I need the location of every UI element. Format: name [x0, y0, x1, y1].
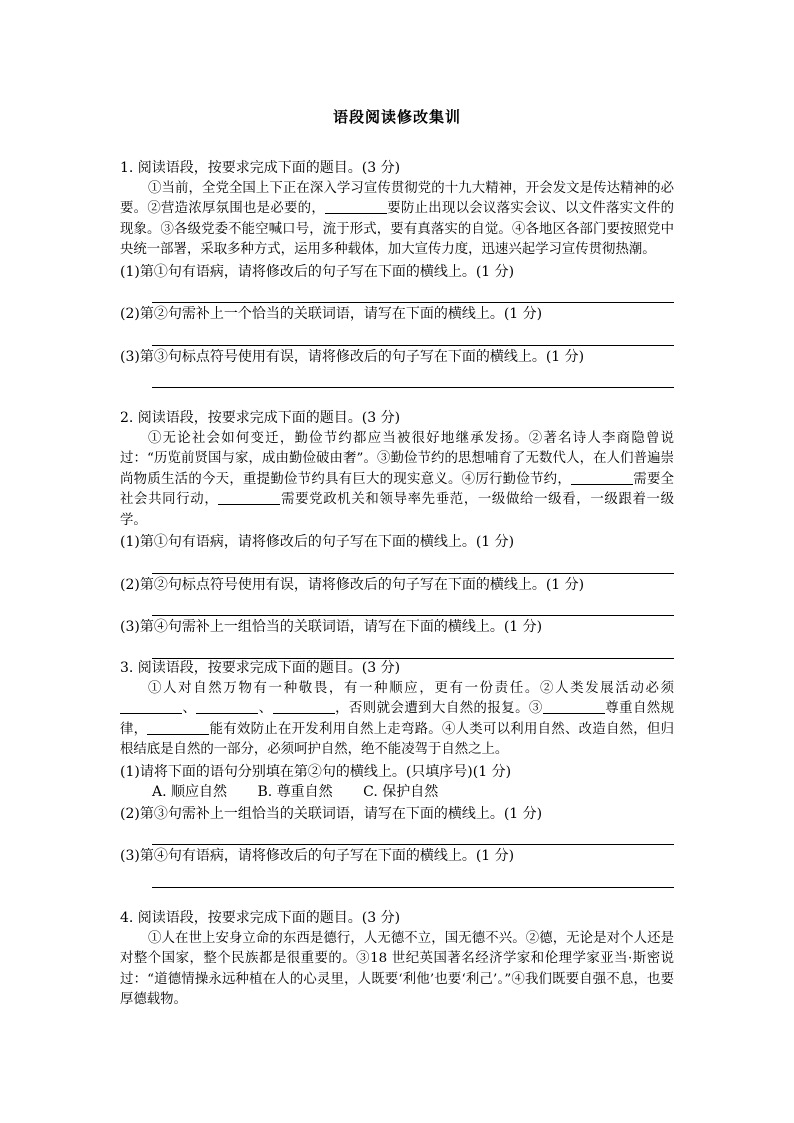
question-1 [120, 158, 674, 388]
page-title: 语段阅读修改集训 [332, 108, 461, 126]
answer-line[interactable] [152, 867, 674, 888]
question-2-passage [120, 429, 674, 532]
answer-line[interactable] [152, 553, 674, 574]
passage-text: ①无论社会如何变迁，勤俭节约都应当被很好地继承发扬。②著名诗人李商隐曾说过：“历览前贤国与家，成由勤俭破由奢”。③勤俭节约的思想哺育了无数代人，在人们普遍崇尚物质生活的今天，重提勤俭节约具有巨大的现实意义。④厉行勤俭节约， [120, 430, 674, 487]
question-2-sub-3: (3)第④句需补上一组恰当的关联词语，请写在下面的横线上。(1 分) [120, 619, 543, 635]
fill-blank[interactable] [571, 470, 633, 485]
fill-blank[interactable] [325, 199, 387, 214]
fill-blank[interactable] [147, 720, 209, 735]
question-2-sub-1: (1)第①句有语病，请将修改后的句子写在下面的横线上。(1 分) [120, 534, 515, 550]
question-1-heading: 1. 阅读语段，按要求完成下面的题目。(3 分) [120, 160, 401, 176]
answer-line[interactable] [152, 325, 674, 346]
fill-blank[interactable] [273, 699, 335, 714]
question-1-sub-1: (1)第①句有语病，请将修改后的句子写在下面的横线上。(1 分) [120, 263, 515, 280]
passage-text: ①当前，全党全国上下正在深入学习宣传贯彻党的十九大精神，开会发文是传达精神的必要。②营造浓厚氛围也是必要的， [120, 180, 674, 216]
option-c: C. 保护自然 [363, 784, 439, 800]
fill-blank[interactable] [543, 699, 605, 714]
answer-line[interactable] [152, 282, 674, 303]
question-2-sub-2: (2)第②句标点符号使用有误，请将修改后的句子写在下面的横线上。(1 分) [120, 576, 585, 593]
fill-blank[interactable] [196, 699, 258, 714]
answer-line[interactable] [152, 595, 674, 616]
question-4 [120, 908, 674, 1011]
passage-text: 、 [258, 701, 273, 716]
fill-blank[interactable] [120, 699, 182, 714]
question-3-options [120, 782, 674, 803]
question-2 [120, 408, 674, 659]
question-1-sub-3: (3)第③句标点符号使用有误，请将修改后的句子写在下面的横线上。(1 分) [120, 348, 585, 365]
passage-text: ①人对自然万物有一种敬畏，有一种顺应，更有一份责任。②人类发展活动必须 [148, 680, 674, 696]
option-b: B. 尊重自然 [257, 784, 333, 800]
answer-line[interactable] [152, 638, 674, 659]
passage-text: 尊重自然规律， [120, 701, 675, 737]
question-3 [120, 658, 674, 888]
passage-text: ，否则就会遭到大自然的报复。③ [334, 701, 543, 716]
question-1-sub-2: (2)第②句需补上一个恰当的关联词语，请写在下面的横线上。(1 分) [120, 306, 543, 322]
question-2-heading: 2. 阅读语段，按要求完成下面的题目。(3 分) [120, 410, 401, 426]
option-a: A. 顺应自然 [152, 784, 228, 800]
answer-line[interactable] [152, 824, 674, 845]
question-3-passage [120, 679, 674, 761]
passage-text: 需要党政机关和领导率先垂范，一级做给一级看，一级跟着一级学。 [120, 492, 675, 528]
answer-line[interactable] [152, 367, 674, 388]
passage-text: 要防止出现以会议落实会议、以文件落实文件的现象。③各级党委不能空喊口号，流于形式，要有真落实的自觉。④各地区各部门要按照党中央统一部署，采取多种方式，运用多种载体，加大宣传力度，迅速兴起学习宣传贯彻热潮。 [120, 201, 674, 257]
question-4-heading: 4. 阅读语段，按要求完成下面的题目。(3 分) [120, 910, 401, 926]
question-3-sub-1: (1)请将下面的语句分别填在第②句的横线上。(只填序号)(1 分) [120, 763, 512, 780]
question-1-passage [120, 179, 674, 261]
passage-text: 能有效防止在开发利用自然上走弯路。④人类可以利用自然、改造自然，但归根结底是自然的一部分，必须呵护自然，绝不能凌驾于自然之上。 [120, 721, 675, 757]
question-3-heading: 3. 阅读语段，按要求完成下面的题目。(3 分) [120, 660, 401, 676]
passage-text: 、 [182, 701, 197, 716]
question-3-sub-2: (2)第③句需补上一组恰当的关联词语，请写在下面的横线上。(1 分) [120, 805, 543, 822]
question-4-passage: ①人在世上安身立命的东西是德行，人无德不立，国无德不兴。②德，无论是对个人还是对整个国家，整个民族都是很重要的。③18 世纪英国著名经济学家和伦理学家亚当·斯密说过：“道德情操永远种植在人的心灵里，人既要‘利他’也要‘利己’。”④我们既要自强不息，也要厚德载物。 [120, 930, 674, 1007]
question-3-sub-3: (3)第④句有语病，请将修改后的句子写在下面的横线上。(1 分) [120, 848, 515, 864]
passage-text: 需要全社会共同行动， [120, 471, 675, 507]
fill-blank[interactable] [218, 490, 280, 505]
